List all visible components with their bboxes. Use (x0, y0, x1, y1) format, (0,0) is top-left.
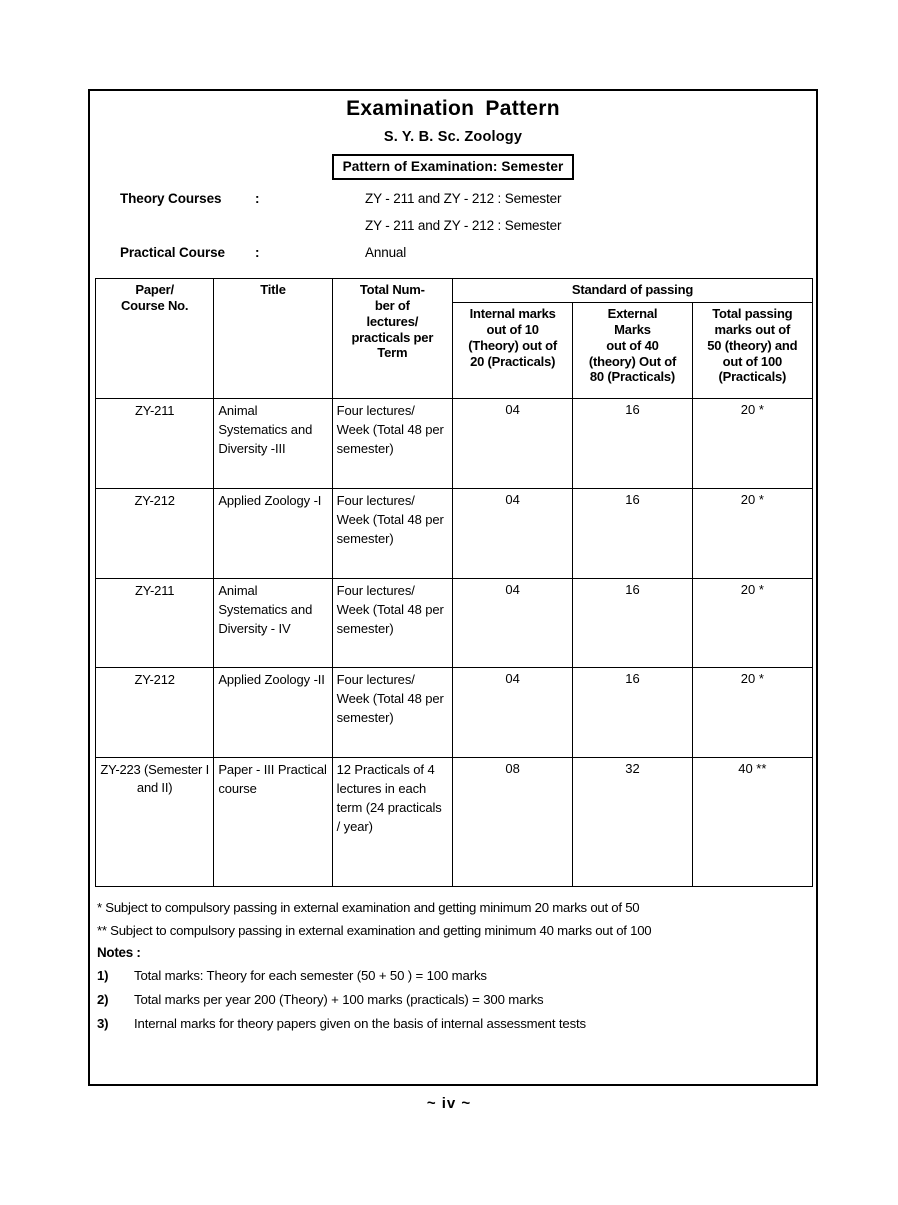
cell-title: Animal Systematics and Diversity - IV (214, 579, 332, 668)
cell-total-passing: 20 * (692, 579, 812, 668)
pattern-table-container (90, 272, 816, 887)
header-title: Title (214, 279, 332, 399)
cell-lectures: Four lectures/ Week (Total 48 per semester) (332, 579, 452, 668)
pattern-box-container (90, 154, 816, 180)
header-external-marks (573, 303, 692, 399)
cell-title: Applied Zoology -II (214, 668, 332, 758)
header-external-line2: Marks (614, 321, 651, 337)
course-info-block (90, 191, 816, 272)
cell-title: Animal Systematics and Diversity -III (214, 399, 332, 489)
header-standard-of-passing: Standard of passing (452, 279, 812, 303)
cell-internal-marks: 08 (452, 758, 572, 887)
header-external-line3: out of 40 (606, 337, 659, 353)
cell-internal-marks: 04 (452, 668, 572, 758)
note-item (97, 988, 810, 1012)
footnote-double-asterisk: ** Subject to compulsory passing in external examination and getting minimum 40 marks out of 100 (97, 922, 652, 938)
note-item (97, 964, 810, 988)
table-row (96, 489, 813, 579)
note-number: 2) (97, 991, 109, 1007)
header-paper-line1: Paper/ (135, 282, 174, 297)
header-total-line4: practicals per (351, 329, 434, 345)
header-passing-line1: Total passing (712, 306, 793, 321)
header-paper-line2: Course No. (120, 297, 189, 313)
cell-internal-marks: 04 (452, 399, 572, 489)
header-passing-line3: 50 (theory) and (707, 337, 798, 353)
cell-lectures: Four lectures/ Week (Total 48 per semester) (332, 668, 452, 758)
theory-courses-value-1: ZY - 211 and ZY - 212 : Semester (365, 191, 562, 206)
header-total-line5: Term (377, 345, 408, 361)
header-internal-marks (452, 303, 572, 399)
header-total-line3: lectures/ (366, 313, 419, 329)
practical-course-label: Practical Course (120, 245, 225, 260)
examination-pattern-table (95, 278, 813, 887)
note-text: Internal marks for theory papers given on the basis of internal assessment tests (134, 1015, 586, 1031)
header-external-line4: (theory) Out of (588, 353, 677, 369)
page-title: Examination Pattern (346, 97, 560, 120)
cell-internal-marks: 04 (452, 579, 572, 668)
cell-external-marks: 16 (573, 489, 692, 579)
cell-lectures: Four lectures/ Week (Total 48 per semester) (332, 489, 452, 579)
course-info-row (120, 191, 816, 218)
cell-course-code: ZY-212 (96, 489, 214, 579)
header-total-line2: ber of (374, 297, 410, 313)
cell-external-marks: 16 (573, 399, 692, 489)
cell-total-passing: 20 * (692, 399, 812, 489)
footnotes-block (90, 887, 816, 1035)
table-row (96, 668, 813, 758)
course-info-row (120, 218, 816, 245)
table-header-row (96, 279, 813, 303)
header-internal-line3: (Theory) out of (468, 337, 557, 353)
table-body (96, 399, 813, 887)
note-number: 1) (97, 968, 109, 984)
cell-external-marks: 16 (573, 668, 692, 758)
notes-heading: Notes : (97, 945, 141, 961)
note-text: Total marks per year 200 (Theory) + 100 marks (practicals) = 300 marks (134, 991, 544, 1007)
header-paper-course-no (96, 279, 214, 399)
cell-lectures: 12 Practicals of 4 lectures in each term (24 practicals / year) (332, 758, 452, 887)
cell-total-passing: 40 ** (692, 758, 812, 887)
header-internal-line4: 20 (Practicals) (470, 353, 556, 369)
footnote-single-asterisk: * Subject to compulsory passing in external examination and getting minimum 20 marks out of 50 (97, 900, 640, 915)
cell-total-passing: 20 * (692, 489, 812, 579)
cell-title: Paper - III Practical course (214, 758, 332, 887)
course-info-row (120, 245, 816, 272)
table-row (96, 579, 813, 668)
header-internal-line1: Internal marks (469, 306, 556, 321)
header-external-line1: External (607, 306, 658, 321)
header-internal-line2: out of 10 (486, 321, 539, 337)
cell-course-code: ZY-223 (Semester I and II) (96, 758, 214, 887)
cell-internal-marks: 04 (452, 489, 572, 579)
header-total-number (332, 279, 452, 399)
cell-external-marks: 32 (573, 758, 692, 887)
page-subtitle: S. Y. B. Sc. Zoology (383, 129, 523, 145)
header-passing-line4: out of 100 (722, 353, 783, 369)
note-item (97, 1012, 810, 1036)
header-passing-line2: marks out of (714, 321, 791, 337)
note-number: 3) (97, 1015, 109, 1031)
cell-total-passing: 20 * (692, 668, 812, 758)
cell-course-code: ZY-211 (96, 399, 214, 489)
header-total-line1: Total Num- (359, 282, 425, 297)
document-page (88, 89, 818, 1086)
table-row (96, 758, 813, 887)
cell-course-code: ZY-211 (96, 579, 214, 668)
header-external-line5: 80 (Practicals) (589, 369, 676, 385)
cell-title: Applied Zoology -I (214, 489, 332, 579)
cell-course-code: ZY-212 (96, 668, 214, 758)
theory-courses-colon: : (255, 191, 260, 206)
table-header (96, 279, 813, 399)
cell-lectures: Four lectures/ Week (Total 48 per semester) (332, 399, 452, 489)
header-total-passing-marks (692, 303, 812, 399)
table-row (96, 399, 813, 489)
pattern-of-examination-box: Pattern of Examination: Semester (332, 154, 575, 180)
theory-courses-label: Theory Courses (120, 191, 222, 206)
cell-external-marks: 16 (573, 579, 692, 668)
header-passing-line5: (Practicals) (718, 369, 787, 385)
practical-course-value: Annual (365, 245, 407, 260)
theory-courses-value-2: ZY - 211 and ZY - 212 : Semester (365, 218, 562, 233)
note-text: Total marks: Theory for each semester (50 + 50 ) = 100 marks (134, 968, 487, 984)
page-number-footer: ~ iv ~ (426, 1095, 472, 1112)
practical-course-colon: : (255, 245, 260, 260)
